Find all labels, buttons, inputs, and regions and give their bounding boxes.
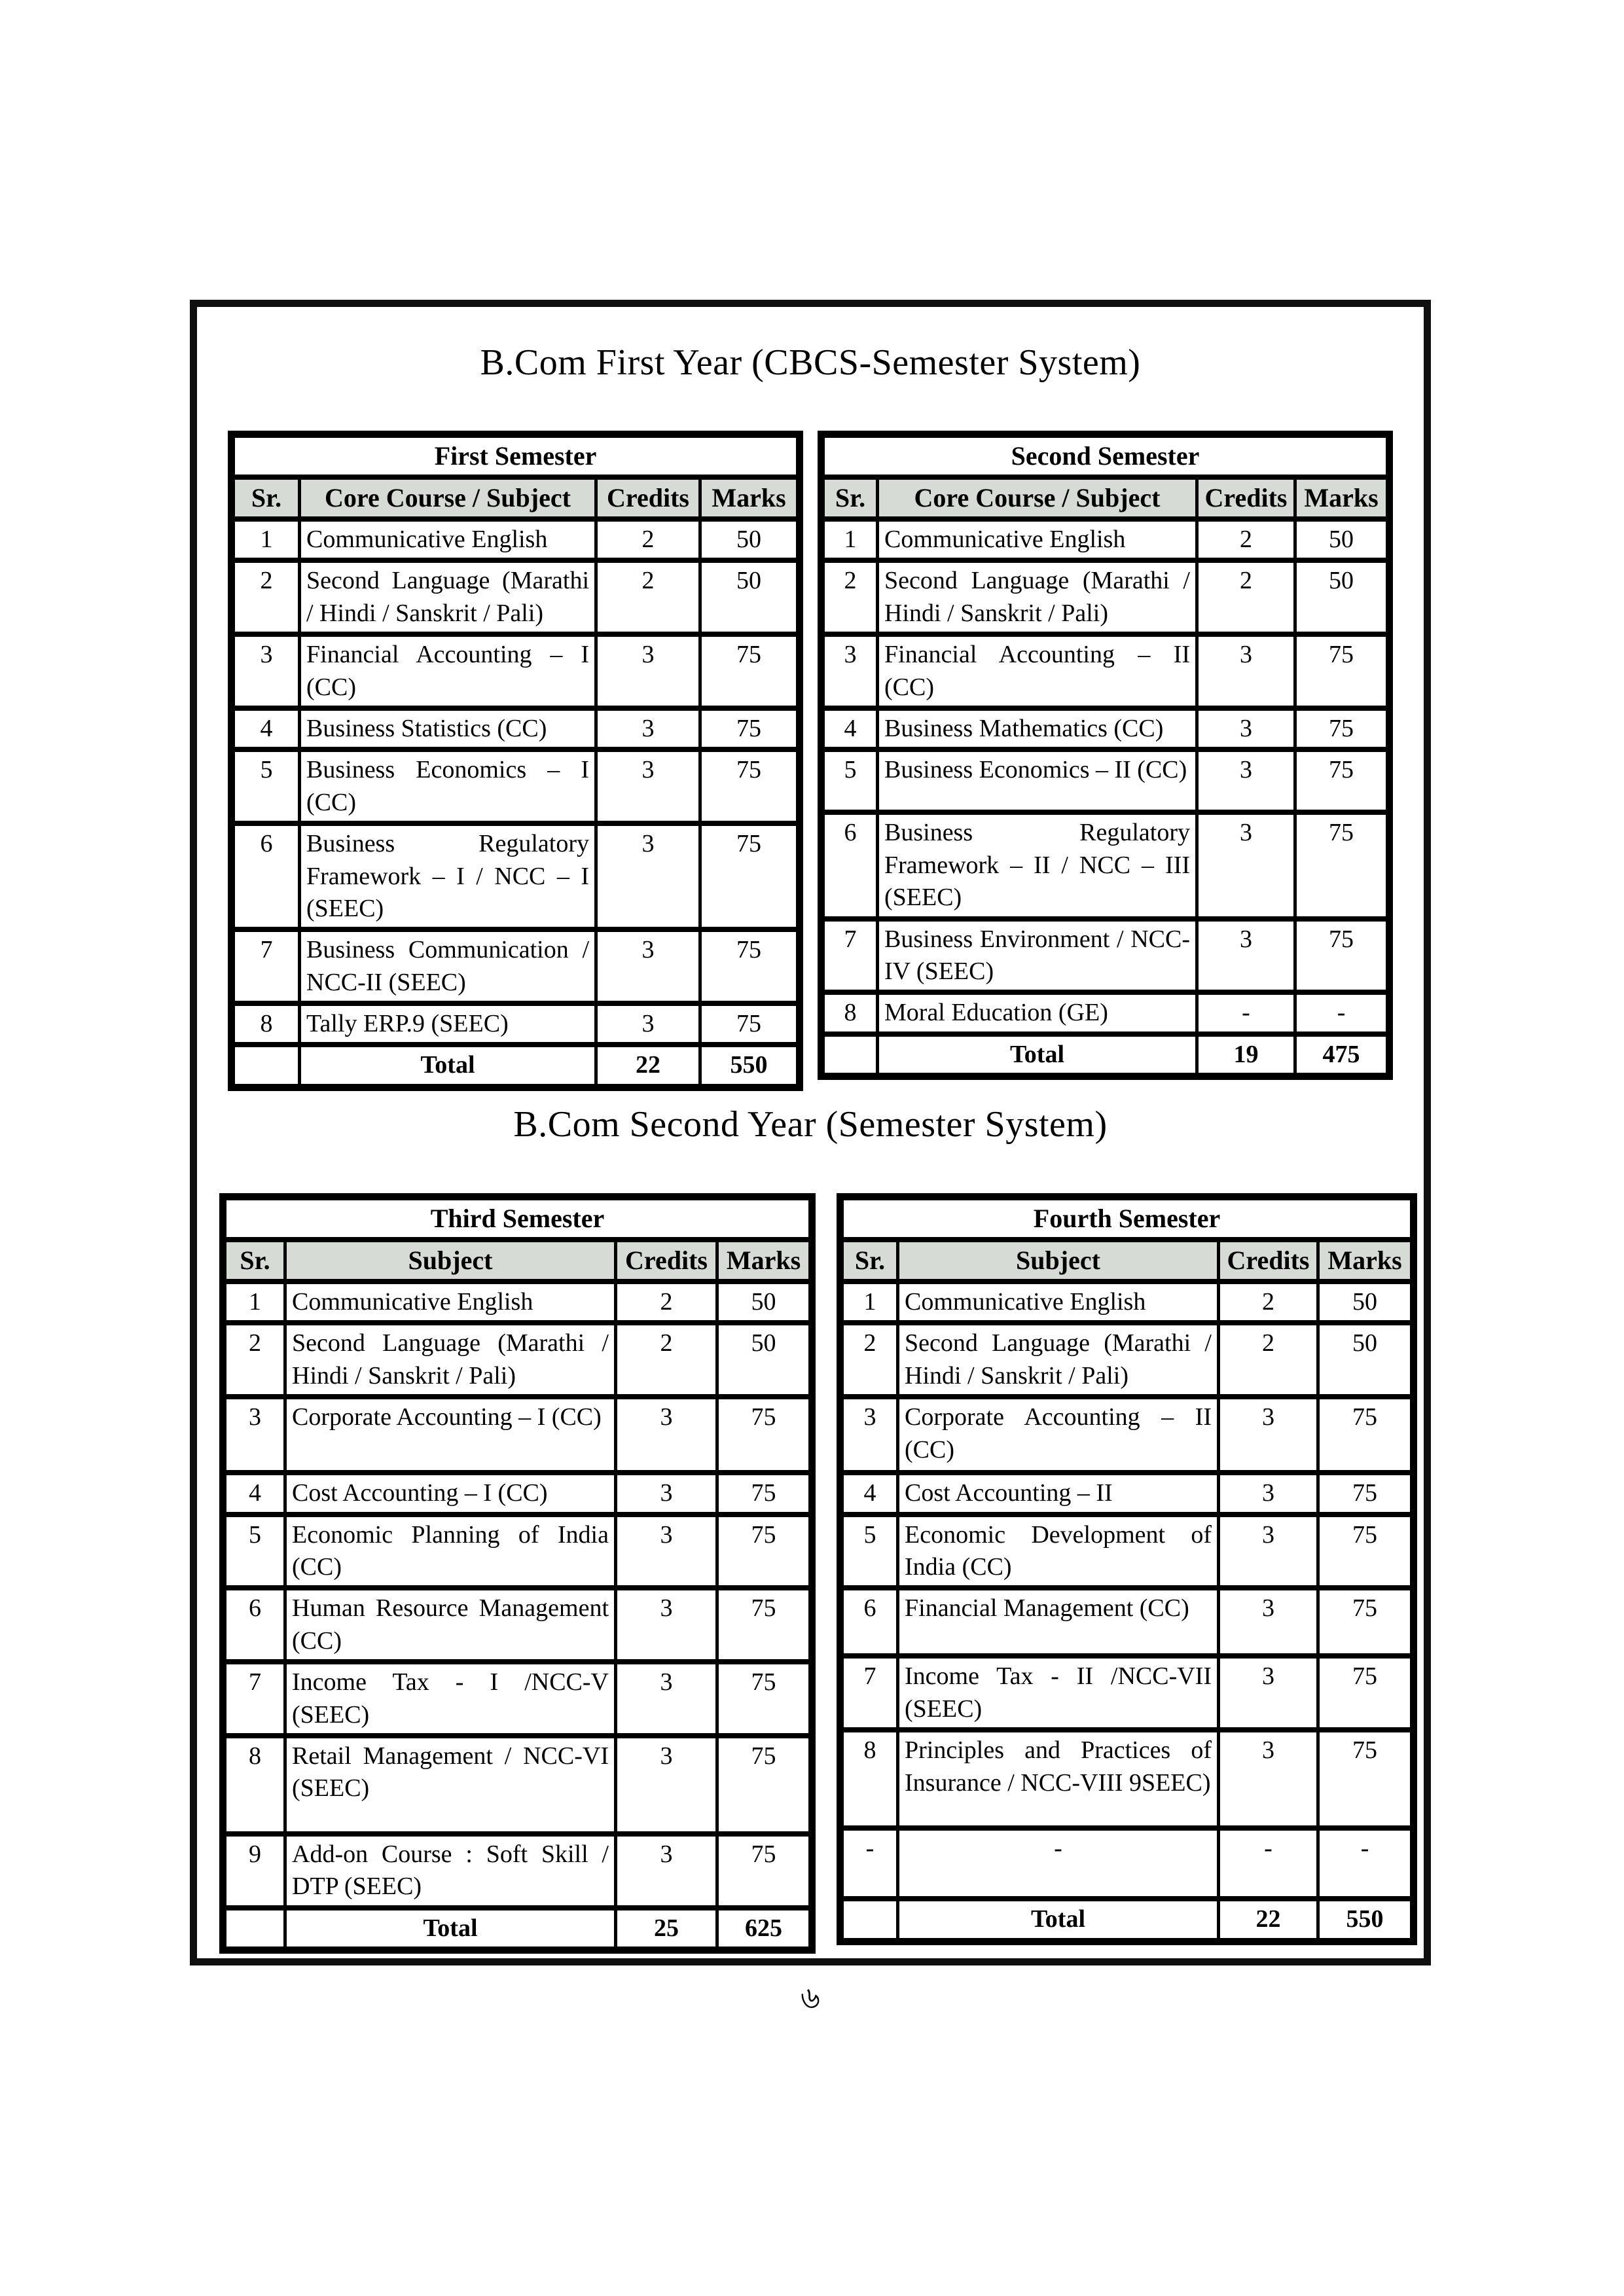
marks-cell: 50 [1318, 1282, 1414, 1323]
credits-cell: 2 [616, 1323, 717, 1397]
credits-cell: 2 [616, 1282, 717, 1323]
table-row [840, 1515, 1414, 1588]
marks-cell: 75 [717, 1397, 812, 1473]
marks-cell: 75 [717, 1834, 812, 1908]
sr-cell: 3 [821, 634, 878, 708]
sr-cell: 2 [232, 560, 300, 634]
subject-cell: Communicative English [285, 1282, 616, 1323]
third-semester-table [219, 1193, 816, 1954]
marks-cell: 75 [1295, 812, 1390, 918]
total-row [223, 1908, 812, 1950]
subject-cell: Business Regulatory Framework – II / NCC – III (SEEC) [878, 812, 1197, 918]
credits-cell: 3 [616, 1662, 717, 1736]
subject-cell: Add-on Course : Soft Skill / DTP (SEEC) [285, 1834, 616, 1908]
header-sr: Sr. [840, 1240, 898, 1282]
credits-cell: 2 [596, 560, 700, 634]
credits-cell: 3 [1219, 1656, 1318, 1730]
subject-cell: Communicative English [898, 1282, 1219, 1323]
table-header-row [223, 1240, 812, 1282]
header-credits: Credits [1197, 477, 1295, 519]
total-label: Total [285, 1908, 616, 1950]
credits-cell: 3 [596, 823, 700, 929]
credits-cell: 3 [1219, 1588, 1318, 1656]
table-title: Fourth Semester [840, 1197, 1414, 1240]
marks-cell: 75 [1318, 1515, 1414, 1588]
table-header-row [821, 477, 1390, 519]
table-row [840, 1323, 1414, 1397]
subject-cell: Financial Accounting – II (CC) [878, 634, 1197, 708]
total-credits: 19 [1197, 1034, 1295, 1077]
subject-cell: Corporate Accounting – I (CC) [285, 1397, 616, 1473]
credits-cell: 2 [1197, 519, 1295, 560]
table-row [223, 1323, 812, 1397]
second-semester-table [818, 431, 1393, 1080]
sr-cell: 5 [223, 1515, 285, 1588]
marks-cell: 75 [700, 1003, 800, 1045]
sr-cell: 5 [232, 749, 300, 823]
sr-cell: 2 [821, 560, 878, 634]
sr-cell [223, 1908, 285, 1950]
table-title-row [223, 1197, 812, 1240]
subject-cell: Cost Accounting – II [898, 1473, 1219, 1514]
table-row [232, 1003, 800, 1045]
marks-cell: 75 [717, 1736, 812, 1834]
credits-cell: 3 [596, 1003, 700, 1045]
marks-cell: 50 [1318, 1323, 1414, 1397]
marks-cell: - [1318, 1828, 1414, 1899]
table-row [232, 708, 800, 749]
page-title-second-year: B.Com Second Year (Semester System) [513, 1104, 1108, 1145]
marks-cell: 75 [1295, 634, 1390, 708]
total-credits: 25 [616, 1908, 717, 1950]
subject-cell: Communicative English [300, 519, 596, 560]
table-row [840, 1828, 1414, 1899]
marks-cell: 50 [1295, 560, 1390, 634]
header-subject: Subject [898, 1240, 1219, 1282]
marks-cell: 50 [700, 519, 800, 560]
table-row [223, 1736, 812, 1834]
sr-cell: 4 [232, 708, 300, 749]
table-title: Second Semester [821, 435, 1390, 478]
table-row [232, 749, 800, 823]
table-row [232, 929, 800, 1003]
header-credits: Credits [1219, 1240, 1318, 1282]
subject-cell: Human Resource Management (CC) [285, 1588, 616, 1662]
page-title-first-year: B.Com First Year (CBCS-Semester System) [480, 342, 1141, 383]
subject-cell: Business Regulatory Framework – I / NCC – I (SEEC) [300, 823, 596, 929]
table-row [840, 1588, 1414, 1656]
subject-cell: Moral Education (GE) [878, 992, 1197, 1033]
table-row [223, 1473, 812, 1514]
table-row [223, 1397, 812, 1473]
marks-cell: 75 [1318, 1588, 1414, 1656]
page-number: ৬ [801, 1980, 820, 2015]
subject-cell: Tally ERP.9 (SEEC) [300, 1003, 596, 1045]
total-row [821, 1034, 1390, 1077]
table-row [223, 1662, 812, 1736]
sr-cell: 6 [232, 823, 300, 929]
sr-cell: 6 [840, 1588, 898, 1656]
subject-cell: Business Communication / NCC-II (SEEC) [300, 929, 596, 1003]
table-title: First Semester [232, 435, 800, 478]
marks-cell: 75 [717, 1588, 812, 1662]
marks-cell: 75 [700, 823, 800, 929]
table-row [232, 823, 800, 929]
subject-cell: Income Tax - I /NCC-V (SEEC) [285, 1662, 616, 1736]
header-marks: Marks [700, 477, 800, 519]
sr-cell [232, 1045, 300, 1087]
sr-cell: 7 [223, 1662, 285, 1736]
subject-cell: Principles and Practices of Insurance / NCC-VIII 9SEEC) [898, 1730, 1219, 1828]
sr-cell: 3 [223, 1397, 285, 1473]
table-title-row [821, 435, 1390, 478]
sr-cell: 2 [223, 1323, 285, 1397]
credits-cell: 3 [1197, 919, 1295, 993]
credits-cell: - [1219, 1828, 1318, 1899]
marks-cell: 75 [717, 1515, 812, 1588]
table-row [840, 1473, 1414, 1514]
credits-cell: 3 [1197, 708, 1295, 749]
credits-cell: 3 [616, 1473, 717, 1514]
table-row [232, 519, 800, 560]
header-subject: Subject [285, 1240, 616, 1282]
credits-cell: 3 [616, 1397, 717, 1473]
total-marks: 475 [1295, 1034, 1390, 1077]
table-row [840, 1656, 1414, 1730]
total-label: Total [898, 1899, 1219, 1941]
credits-cell: 3 [1219, 1397, 1318, 1473]
subject-cell: Financial Accounting – I (CC) [300, 634, 596, 708]
table-row [821, 519, 1390, 560]
sr-cell: 3 [840, 1397, 898, 1473]
table-row [232, 634, 800, 708]
credits-cell: 3 [1219, 1515, 1318, 1588]
marks-cell: 75 [1295, 708, 1390, 749]
credits-cell: 2 [1219, 1323, 1318, 1397]
sr-cell: 6 [223, 1588, 285, 1662]
fourth-semester-table [837, 1193, 1417, 1945]
credits-cell: 3 [616, 1515, 717, 1588]
credits-cell: 3 [1219, 1730, 1318, 1828]
table-row [232, 560, 800, 634]
credits-cell: 3 [616, 1736, 717, 1834]
sr-cell: 2 [840, 1323, 898, 1397]
subject-cell: Cost Accounting – I (CC) [285, 1473, 616, 1514]
sr-cell: 3 [232, 634, 300, 708]
marks-cell: 50 [717, 1282, 812, 1323]
subject-cell: - [898, 1828, 1219, 1899]
table-row [821, 919, 1390, 993]
subject-cell: Communicative English [878, 519, 1197, 560]
total-marks: 625 [717, 1908, 812, 1950]
sr-cell: 1 [223, 1282, 285, 1323]
table-row [821, 992, 1390, 1033]
sr-cell: 1 [821, 519, 878, 560]
total-marks: 550 [700, 1045, 800, 1087]
credits-cell: 3 [1197, 634, 1295, 708]
credits-cell: 3 [1219, 1473, 1318, 1514]
sr-cell: 6 [821, 812, 878, 918]
subject-cell: Retail Management / NCC-VI (SEEC) [285, 1736, 616, 1834]
sr-cell: 5 [840, 1515, 898, 1588]
marks-cell: 75 [1318, 1397, 1414, 1473]
sr-cell: 7 [232, 929, 300, 1003]
table-row [840, 1282, 1414, 1323]
sr-cell: 1 [232, 519, 300, 560]
sr-cell [840, 1899, 898, 1941]
marks-cell: 75 [700, 749, 800, 823]
subject-cell: Business Economics – II (CC) [878, 749, 1197, 812]
sr-cell: 8 [232, 1003, 300, 1045]
subject-cell: Second Language (Marathi / Hindi / Sanskrit / Pali) [878, 560, 1197, 634]
marks-cell: 75 [700, 929, 800, 1003]
credits-cell: 3 [596, 929, 700, 1003]
header-marks: Marks [1295, 477, 1390, 519]
total-label: Total [878, 1034, 1197, 1077]
credits-cell: 2 [596, 519, 700, 560]
table-row [223, 1515, 812, 1588]
table-row [840, 1397, 1414, 1473]
credits-cell: 3 [596, 708, 700, 749]
first-semester-table [228, 431, 803, 1091]
table-row [223, 1588, 812, 1662]
credits-cell: 3 [616, 1834, 717, 1908]
table-row [821, 749, 1390, 812]
header-subject: Core Course / Subject [300, 477, 596, 519]
sr-cell: 4 [840, 1473, 898, 1514]
marks-cell: 50 [717, 1323, 812, 1397]
subject-cell: Business Mathematics (CC) [878, 708, 1197, 749]
marks-cell: 75 [1295, 919, 1390, 993]
sr-cell: 8 [821, 992, 878, 1033]
total-credits: 22 [1219, 1899, 1318, 1941]
total-marks: 550 [1318, 1899, 1414, 1941]
subject-cell: Second Language (Marathi / Hindi / Sanskrit / Pali) [285, 1323, 616, 1397]
table-title: Third Semester [223, 1197, 812, 1240]
marks-cell: 75 [1295, 749, 1390, 812]
sr-cell: 8 [223, 1736, 285, 1834]
marks-cell: 50 [700, 560, 800, 634]
total-row [840, 1899, 1414, 1941]
marks-cell: 50 [1295, 519, 1390, 560]
subject-cell: Business Economics – I (CC) [300, 749, 596, 823]
sr-cell: 4 [821, 708, 878, 749]
subject-cell: Business Statistics (CC) [300, 708, 596, 749]
table-title-row [840, 1197, 1414, 1240]
credits-cell: 3 [1197, 749, 1295, 812]
header-marks: Marks [1318, 1240, 1414, 1282]
marks-cell: 75 [700, 634, 800, 708]
header-sr: Sr. [232, 477, 300, 519]
table-row [821, 634, 1390, 708]
table-row [223, 1282, 812, 1323]
table-row [821, 708, 1390, 749]
marks-cell: 75 [717, 1662, 812, 1736]
table-header-row [232, 477, 800, 519]
marks-cell: 75 [1318, 1656, 1414, 1730]
sr-cell: 1 [840, 1282, 898, 1323]
total-row [232, 1045, 800, 1087]
credits-cell: 2 [1197, 560, 1295, 634]
sr-cell: 7 [821, 919, 878, 993]
total-credits: 22 [596, 1045, 700, 1087]
header-credits: Credits [616, 1240, 717, 1282]
table-row [821, 812, 1390, 918]
header-subject: Core Course / Subject [878, 477, 1197, 519]
table-row [840, 1730, 1414, 1828]
table-header-row [840, 1240, 1414, 1282]
marks-cell: 75 [1318, 1730, 1414, 1828]
subject-cell: Economic Planning of India (CC) [285, 1515, 616, 1588]
credits-cell: 3 [616, 1588, 717, 1662]
sr-cell [821, 1034, 878, 1077]
total-label: Total [300, 1045, 596, 1087]
marks-cell: 75 [717, 1473, 812, 1514]
credits-cell: 3 [1197, 812, 1295, 918]
sr-cell: 9 [223, 1834, 285, 1908]
table-row [223, 1834, 812, 1908]
subject-cell: Business Environment / NCC-IV (SEEC) [878, 919, 1197, 993]
subject-cell: Income Tax - II /NCC-VII (SEEC) [898, 1656, 1219, 1730]
credits-cell: - [1197, 992, 1295, 1033]
table-row [821, 560, 1390, 634]
subject-cell: Second Language (Marathi / Hindi / Sanskrit / Pali) [898, 1323, 1219, 1397]
subject-cell: Financial Management (CC) [898, 1588, 1219, 1656]
header-marks: Marks [717, 1240, 812, 1282]
header-credits: Credits [596, 477, 700, 519]
marks-cell: - [1295, 992, 1390, 1033]
subject-cell: Economic Development of India (CC) [898, 1515, 1219, 1588]
subject-cell: Corporate Accounting – II (CC) [898, 1397, 1219, 1473]
sr-cell: 8 [840, 1730, 898, 1828]
credits-cell: 2 [1219, 1282, 1318, 1323]
subject-cell: Second Language (Marathi / Hindi / Sanskrit / Pali) [300, 560, 596, 634]
table-title-row [232, 435, 800, 478]
marks-cell: 75 [1318, 1473, 1414, 1514]
marks-cell: 75 [700, 708, 800, 749]
header-sr: Sr. [223, 1240, 285, 1282]
credits-cell: 3 [596, 634, 700, 708]
sr-cell: 5 [821, 749, 878, 812]
sr-cell: 7 [840, 1656, 898, 1730]
sr-cell: 4 [223, 1473, 285, 1514]
header-sr: Sr. [821, 477, 878, 519]
sr-cell: - [840, 1828, 898, 1899]
credits-cell: 3 [596, 749, 700, 823]
